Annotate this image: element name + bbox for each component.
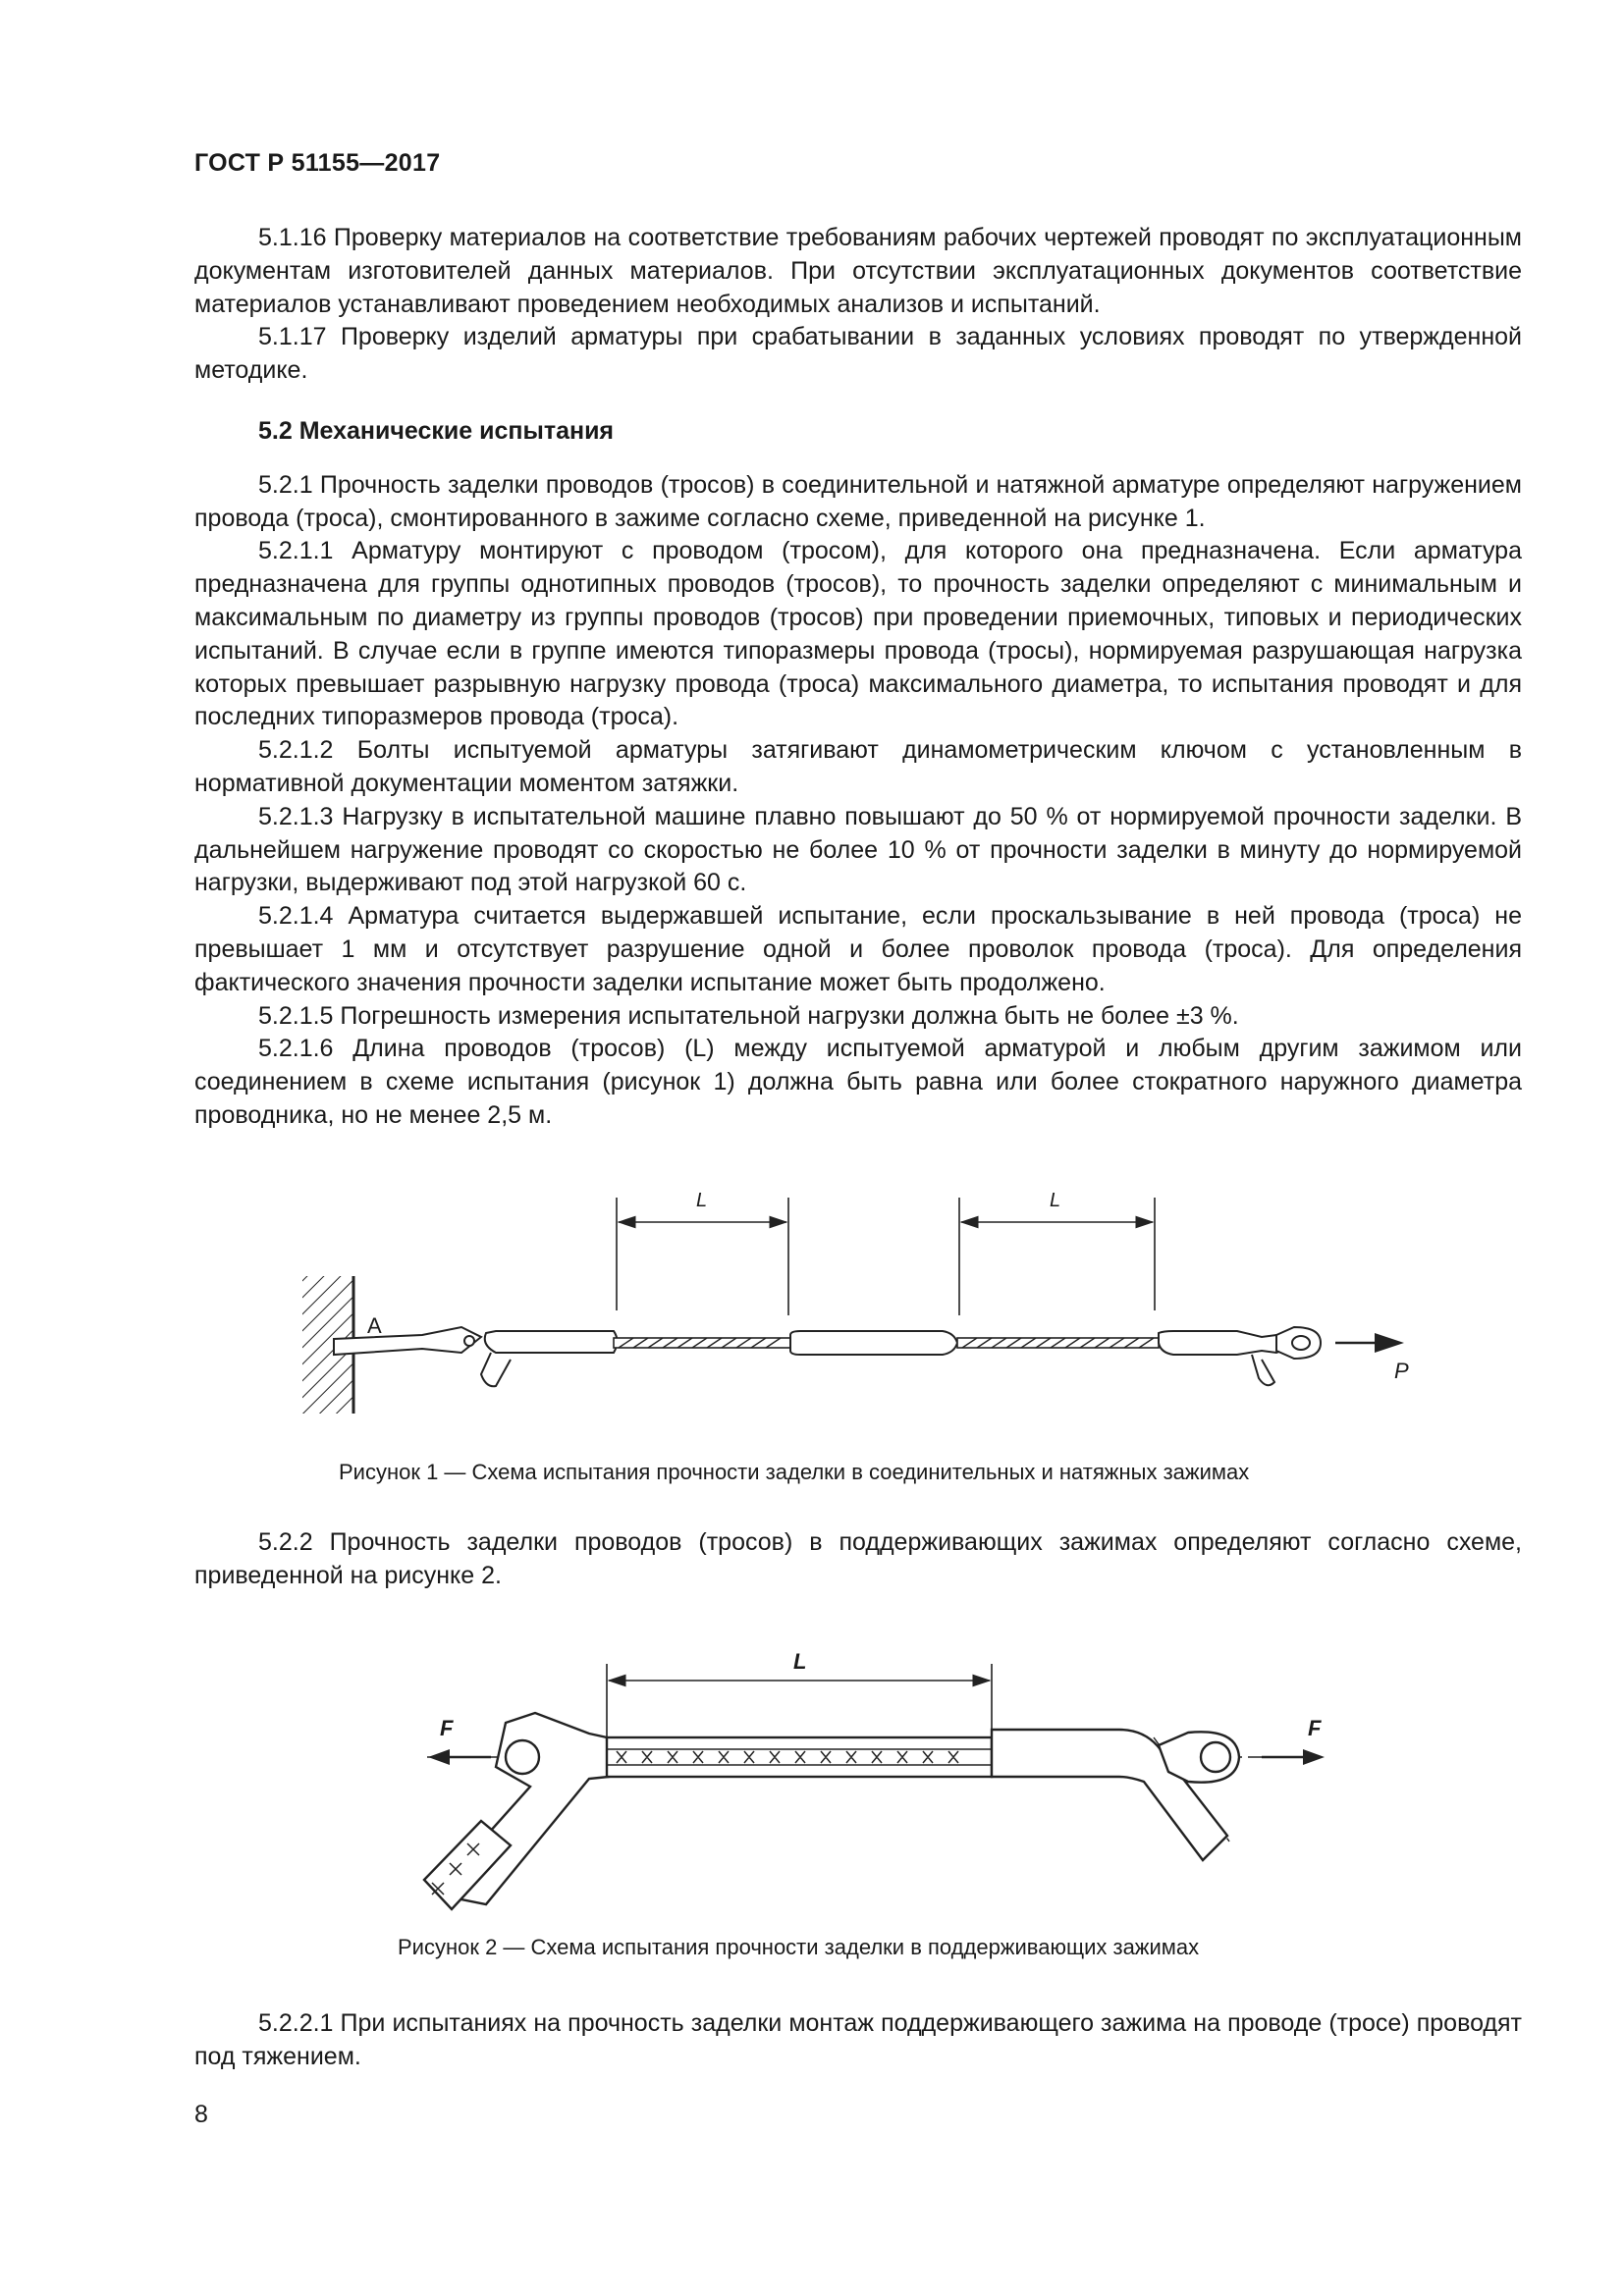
paragraph-5-2-1-3: 5.2.1.3 Нагрузку в испытательной машине плавно повышают до 50 % от нормируемой прочности заделки. В дальнейшем нагружение проводят со скоростью не более 10 % от прочности заделки в минуту до нормируемой нагрузки, выдерживают под этой нагрузкой 60 с.: [194, 802, 1522, 897]
conductor-left-span: [614, 1338, 790, 1348]
load-arrow-p: [1335, 1333, 1404, 1353]
right-eye-fitting: [1276, 1327, 1321, 1359]
paragraph-5-2-1-6: 5.2.1.6 Длина проводов (тросов) (L) между испытуемой арматурой и любым другим зажимом или соединением в схеме испытания (рисунок 1) должна быть равна или более стократного наружного диаметра проводника, но не менее 2,5 м.: [194, 1035, 1522, 1129]
paragraph-block-5-2-2-1: [194, 2007, 1522, 2074]
paragraph-5-2-1: 5.2.1 Прочность заделки проводов (тросов) в соединительной и натяжной арматуре определяют нагружением провода (троса), смонтированного в зажиме согласно схеме, приведенной на рисунке 1.: [194, 470, 1522, 532]
figure-1-diagram: [0, 1158, 1624, 1453]
page-number: 8: [194, 2101, 208, 2128]
document-header: ГОСТ Р 51155—2017: [194, 149, 441, 177]
paragraph-5-1-17: 5.1.17 Проверку изделий арматуры при срабатывании в заданных условиях проводят по утвержденной методике.: [194, 323, 1522, 385]
left-tension-clamp: [481, 1331, 618, 1386]
paragraph-5-1-16: 5.1.16 Проверку материалов на соответствие требованиям рабочих чертежей проводят по эксплуатационным документам изготовителей данных материалов. При отсутствии эксплуатационных документов соответствие материалов устанавливают проведением необходимых анализов и испытаний.: [194, 224, 1522, 318]
paragraph-5-2-1-2: 5.2.1.2 Болты испытуемой арматуры затягивают динамометрическим ключом с установленным в нормативной документации моментом затяжки.: [194, 736, 1522, 797]
figure-1-label-P: P: [1394, 1359, 1409, 1383]
conductor-right-span: [957, 1338, 1159, 1348]
section-5-2: [194, 415, 1522, 1133]
section-heading: 5.2 Механические испытания: [258, 417, 615, 445]
figure-2-diagram: [0, 1649, 1624, 1934]
right-force-arrow-f: [1262, 1749, 1325, 1765]
figure-2-label-F-right: F: [1308, 1716, 1322, 1740]
connecting-sleeve: [790, 1331, 957, 1355]
top-paragraphs: [194, 222, 1522, 388]
left-dimension-line: [617, 1198, 788, 1315]
conductor-with-crosses: [607, 1737, 992, 1777]
figure-1-label-A: A: [367, 1313, 382, 1338]
paragraph-5-2-2: 5.2.2 Прочность заделки проводов (тросов) в поддерживающих зажимах определяют согласно схеме, приведенной на рисунке 2.: [194, 1528, 1522, 1589]
left-force-arrow-f: [428, 1749, 491, 1765]
figure-1-label-L-right: L: [1050, 1190, 1061, 1211]
figure-1-label-L-left: L: [696, 1190, 708, 1211]
suspension-clamp-body: [424, 1713, 609, 1909]
paragraph-5-2-1-4: 5.2.1.4 Арматура считается выдержавшей испытание, если проскальзывание в ней провода (троса) не превышает 1 мм и отсутствует разрушение одной и более проволок провода (троса). Для определения фактического значения прочности заделки испытание может быть продолжено.: [194, 902, 1522, 996]
right-dimension-line: [959, 1198, 1155, 1315]
right-tension-clamp: [1159, 1331, 1286, 1385]
figure-2-label-L: L: [793, 1649, 807, 1674]
figure-1-caption: Рисунок 1 — Схема испытания прочности заделки в соединительных и натяжных зажимах: [339, 1460, 1250, 1484]
paragraph-5-2-2-1: 5.2.2.1 При испытаниях на прочность заделки монтаж поддерживающего зажима на проводе (тросе) проводят под тяжением.: [194, 2009, 1522, 2070]
figure-2-caption: Рисунок 2 — Схема испытания прочности заделки в поддерживающих зажимах: [398, 1935, 1200, 1959]
paragraph-5-2-1-1: 5.2.1.1 Арматуру монтируют с проводом (тросом), для которого она предназначена. Если арматура предназначена для группы однотипных проводов (тросов), то прочность заделки определяют с минимальным и максимальным по диаметру из группы проводов (тросов) при проведении приемочных, типовых и периодических испытаний. В случае если в группе имеются типоразмеры провода (тросы), нормируемая разрушающая нагрузка которых превышает разрывную нагрузку провода (троса) максимального диаметра, то испытания проводят и для последних типоразмеров провода (троса).: [194, 537, 1522, 731]
left-anchor-rod: [334, 1327, 481, 1355]
figure-2-label-F-left: F: [440, 1716, 454, 1740]
paragraph-5-2-1-5: 5.2.1.5 Погрешность измерения испытательной нагрузки должна быть не более ±3 %.: [258, 1001, 1239, 1030]
dimension-L: [607, 1664, 992, 1737]
paragraph-block-5-2-2: [194, 1526, 1522, 1593]
